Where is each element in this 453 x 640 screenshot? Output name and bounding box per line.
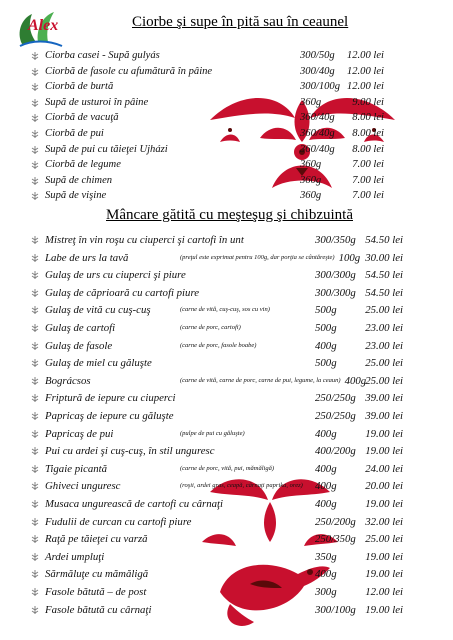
leaf-bullet-icon bbox=[30, 499, 40, 509]
leaf-bullet-icon bbox=[30, 323, 40, 333]
dish-price: 25.00 lei bbox=[365, 304, 403, 317]
dish-quantity: 360/40g bbox=[300, 143, 335, 155]
dish-quantity: 360g bbox=[300, 96, 322, 108]
dish-price: 7.00 lei bbox=[352, 190, 384, 202]
alex-logo bbox=[12, 4, 68, 50]
dish-quantity: 360/40g bbox=[300, 128, 335, 139]
dish-note: (roşii, ardei gras, ceapă, cârnaţi paprika, orez) bbox=[180, 482, 303, 490]
dish-name: Ciorbă de burtă bbox=[45, 81, 114, 93]
leaf-bullet-icon bbox=[30, 605, 40, 615]
leaf-bullet-icon bbox=[30, 191, 40, 201]
dish-name: Mistreţ în vin roşu cu ciuperci şi cartofi în unt bbox=[45, 234, 244, 246]
dish-price: 25.00 lei bbox=[365, 533, 403, 546]
dish-note: (pulpe de pui cu găluşte) bbox=[180, 429, 245, 437]
dish-price: 7.00 lei bbox=[352, 159, 384, 171]
dish-price: 54.50 lei bbox=[365, 269, 403, 282]
dish-name: Friptură de iepure cu ciuperci bbox=[45, 392, 176, 405]
dish-quantity: 300/40g bbox=[300, 65, 335, 77]
dish-quantity: 360/40g bbox=[300, 112, 335, 124]
leaf-bullet-icon bbox=[30, 145, 40, 155]
dish-name: Ciorba casei - Supă gulyás bbox=[45, 50, 160, 61]
dish-quantity: 250/250g bbox=[315, 410, 356, 422]
leaf-bullet-icon bbox=[30, 129, 40, 139]
dish-price: 12.00 lei bbox=[346, 50, 384, 61]
dish-name: Supă de usturoi în pâine bbox=[45, 96, 149, 108]
dish-name: Supă de chimen bbox=[45, 174, 113, 186]
dish-quantity: 400g bbox=[315, 339, 337, 352]
dish-name: Ghiveci unguresc bbox=[45, 480, 121, 493]
leaf-bullet-icon bbox=[30, 235, 40, 245]
dish-price: 7.00 lei bbox=[352, 174, 384, 186]
dish-name: Gulaş de fasole bbox=[45, 339, 113, 352]
dish-note: (carne de vită, cuş-cuş, sos cu vin) bbox=[180, 306, 270, 314]
dish-price: 23.00 lei bbox=[365, 322, 403, 334]
dish-quantity: 300g bbox=[315, 586, 337, 598]
dish-price: 9.00 lei bbox=[352, 96, 384, 108]
dish-price: 39.00 lei bbox=[365, 410, 403, 422]
dish-price: 20.00 lei bbox=[365, 480, 403, 493]
dish-quantity: 300/50g bbox=[300, 50, 335, 61]
dish-note: (carne de porc, cartofi) bbox=[180, 324, 241, 331]
dish-note: (carne de vită, carne de porc, carne de pui, legume, la ceaun) bbox=[180, 376, 341, 384]
logo-text: Alex bbox=[28, 17, 59, 34]
dish-name: Labe de urs la tavă bbox=[45, 251, 129, 264]
leaf-bullet-icon bbox=[30, 534, 40, 544]
leaf-bullet-icon bbox=[30, 176, 40, 186]
dish-price: 24.00 lei bbox=[365, 462, 403, 475]
dish-quantity: 400/200g bbox=[315, 445, 356, 458]
dish-price: 25.00 lei bbox=[365, 357, 403, 370]
dish-name: Sărmăluţe cu mămăligă bbox=[45, 568, 149, 581]
dish-price: 12.00 lei bbox=[346, 65, 384, 77]
dish-quantity: 250/250g bbox=[315, 392, 356, 405]
dish-quantity: 400g bbox=[315, 498, 337, 510]
dish-quantity: 250/350g bbox=[315, 533, 356, 546]
dish-quantity: 250/200g bbox=[315, 515, 356, 528]
dish-price: 8.00 lei bbox=[352, 112, 384, 124]
dish-name: Musaca ungurească de cartofi cu cârnaţi bbox=[45, 498, 224, 510]
leaf-bullet-icon bbox=[30, 160, 40, 170]
dish-quantity: 360g bbox=[300, 174, 322, 186]
section-title-soups: Ciorbe şi supe în pită sau în ceaunel bbox=[132, 14, 349, 30]
dish-price: 30.00 lei bbox=[365, 251, 403, 264]
dish-name: Bográcsos bbox=[45, 374, 91, 387]
dish-quantity: 300/100g bbox=[300, 81, 341, 93]
dish-name: Gulaş de miel cu găluşte bbox=[45, 357, 152, 370]
dish-name: Gulaş de vită cu cuş-cuş bbox=[45, 304, 151, 317]
dish-price: 12.00 lei bbox=[346, 81, 384, 93]
dish-name: Pui cu ardei şi cuş-cuş, în stil unguresc bbox=[45, 445, 215, 458]
dish-price: 8.00 lei bbox=[352, 143, 384, 155]
dish-quantity: 400g bbox=[315, 427, 337, 440]
dish-quantity: 360g bbox=[300, 190, 322, 202]
dish-name: Raţă pe tăieţei cu varză bbox=[45, 533, 148, 546]
leaf-bullet-icon bbox=[30, 481, 40, 491]
leaf-bullet-icon bbox=[30, 464, 40, 474]
dish-quantity: 300/100g bbox=[315, 603, 356, 616]
leaf-bullet-icon bbox=[30, 517, 40, 527]
dish-price: 23.00 lei bbox=[365, 339, 403, 352]
dish-name: Gulaş de cartofi bbox=[45, 322, 116, 334]
leaf-bullet-icon bbox=[30, 51, 40, 61]
dish-name: Papricaş de iepure cu găluşte bbox=[45, 410, 174, 422]
dish-quantity: 400g bbox=[344, 374, 367, 387]
leaf-bullet-icon bbox=[30, 358, 40, 368]
dish-price: 54.50 lei bbox=[365, 234, 403, 246]
dish-name: Supă de pui cu tăieţei Ujházi bbox=[45, 143, 168, 155]
dish-quantity: 400g bbox=[315, 480, 337, 493]
dish-quantity: 360g bbox=[300, 159, 322, 171]
leaf-bullet-icon bbox=[30, 82, 40, 92]
leaf-bullet-icon bbox=[30, 552, 40, 562]
leaf-bullet-icon bbox=[30, 376, 40, 386]
dish-price: 19.00 lei bbox=[365, 568, 403, 581]
leaf-bullet-icon bbox=[30, 98, 40, 108]
dish-price: 19.00 lei bbox=[365, 427, 403, 440]
dish-price: 8.00 lei bbox=[352, 128, 384, 139]
dish-note: (preţul este exprimat pentru 100g, dar porţia se cântăreşte) bbox=[180, 253, 335, 261]
dish-price: 39.00 lei bbox=[365, 392, 403, 405]
dish-name: Tigaie picantă bbox=[45, 462, 108, 475]
dish-name: Ardei umpluţi bbox=[45, 550, 105, 563]
leaf-bullet-icon bbox=[30, 288, 40, 298]
dish-price: 32.00 lei bbox=[365, 515, 403, 528]
dish-quantity: 350g bbox=[315, 550, 337, 563]
dish-price: 19.00 lei bbox=[365, 550, 403, 563]
dish-name: Fasole bătută – de post bbox=[45, 586, 147, 598]
section-title-main-dishes: Mâncare gătită cu meşteşug şi chibzuintă bbox=[106, 207, 353, 223]
dish-name: Papricaş de pui bbox=[45, 427, 114, 440]
dish-name: Gulaş de urs cu ciuperci şi piure bbox=[45, 269, 186, 282]
dish-name: Fasole bătută cu cârnaţi bbox=[45, 603, 152, 616]
leaf-bullet-icon bbox=[30, 113, 40, 123]
dish-name: Fudulii de curcan cu cartofi piure bbox=[45, 515, 192, 528]
leaf-bullet-icon bbox=[30, 270, 40, 280]
leaf-bullet-icon bbox=[30, 253, 40, 263]
dish-name: Ciorbă de vacuţă bbox=[45, 112, 119, 124]
dish-quantity: 400g bbox=[315, 568, 337, 581]
dish-quantity: 100g bbox=[338, 251, 361, 264]
dish-quantity: 300/350g bbox=[315, 234, 356, 246]
dish-name: Supă de vişine bbox=[45, 190, 107, 202]
dish-price: 19.00 lei bbox=[365, 498, 403, 510]
dish-price: 25.00 lei bbox=[365, 374, 403, 387]
dish-name: Ciorbă de pui bbox=[45, 128, 104, 139]
dish-price: 12.00 lei bbox=[365, 586, 403, 598]
leaf-bullet-icon bbox=[30, 587, 40, 597]
dish-price: 19.00 lei bbox=[365, 445, 403, 458]
dish-name: Ciorbă de legume bbox=[45, 159, 121, 171]
leaf-bullet-icon bbox=[30, 411, 40, 421]
dish-price: 19.00 lei bbox=[365, 603, 403, 616]
leaf-bullet-icon bbox=[30, 429, 40, 439]
dish-note: (carne de porc, fasole boabe) bbox=[180, 341, 257, 349]
dish-name: Gulaş de căprioară cu cartofi piure bbox=[45, 286, 200, 299]
dish-quantity: 500g bbox=[315, 304, 337, 317]
dish-note: (carne de porc, vită, pui, mămăligă) bbox=[180, 464, 274, 472]
dish-quantity: 300/300g bbox=[315, 286, 356, 299]
dish-quantity: 400g bbox=[315, 462, 337, 475]
leaf-bullet-icon bbox=[30, 67, 40, 77]
leaf-bullet-icon bbox=[30, 393, 40, 403]
leaf-bullet-icon bbox=[30, 446, 40, 456]
dish-quantity: 300/300g bbox=[315, 269, 356, 282]
leaf-bullet-icon bbox=[30, 569, 40, 579]
dish-price: 54.50 lei bbox=[365, 286, 403, 299]
leaf-bullet-icon bbox=[30, 341, 40, 351]
leaf-bullet-icon bbox=[30, 305, 40, 315]
dish-quantity: 500g bbox=[315, 357, 337, 370]
dish-name: Ciorbă de fasole cu afumătură în pâine bbox=[45, 65, 213, 77]
dish-quantity: 500g bbox=[315, 322, 337, 334]
